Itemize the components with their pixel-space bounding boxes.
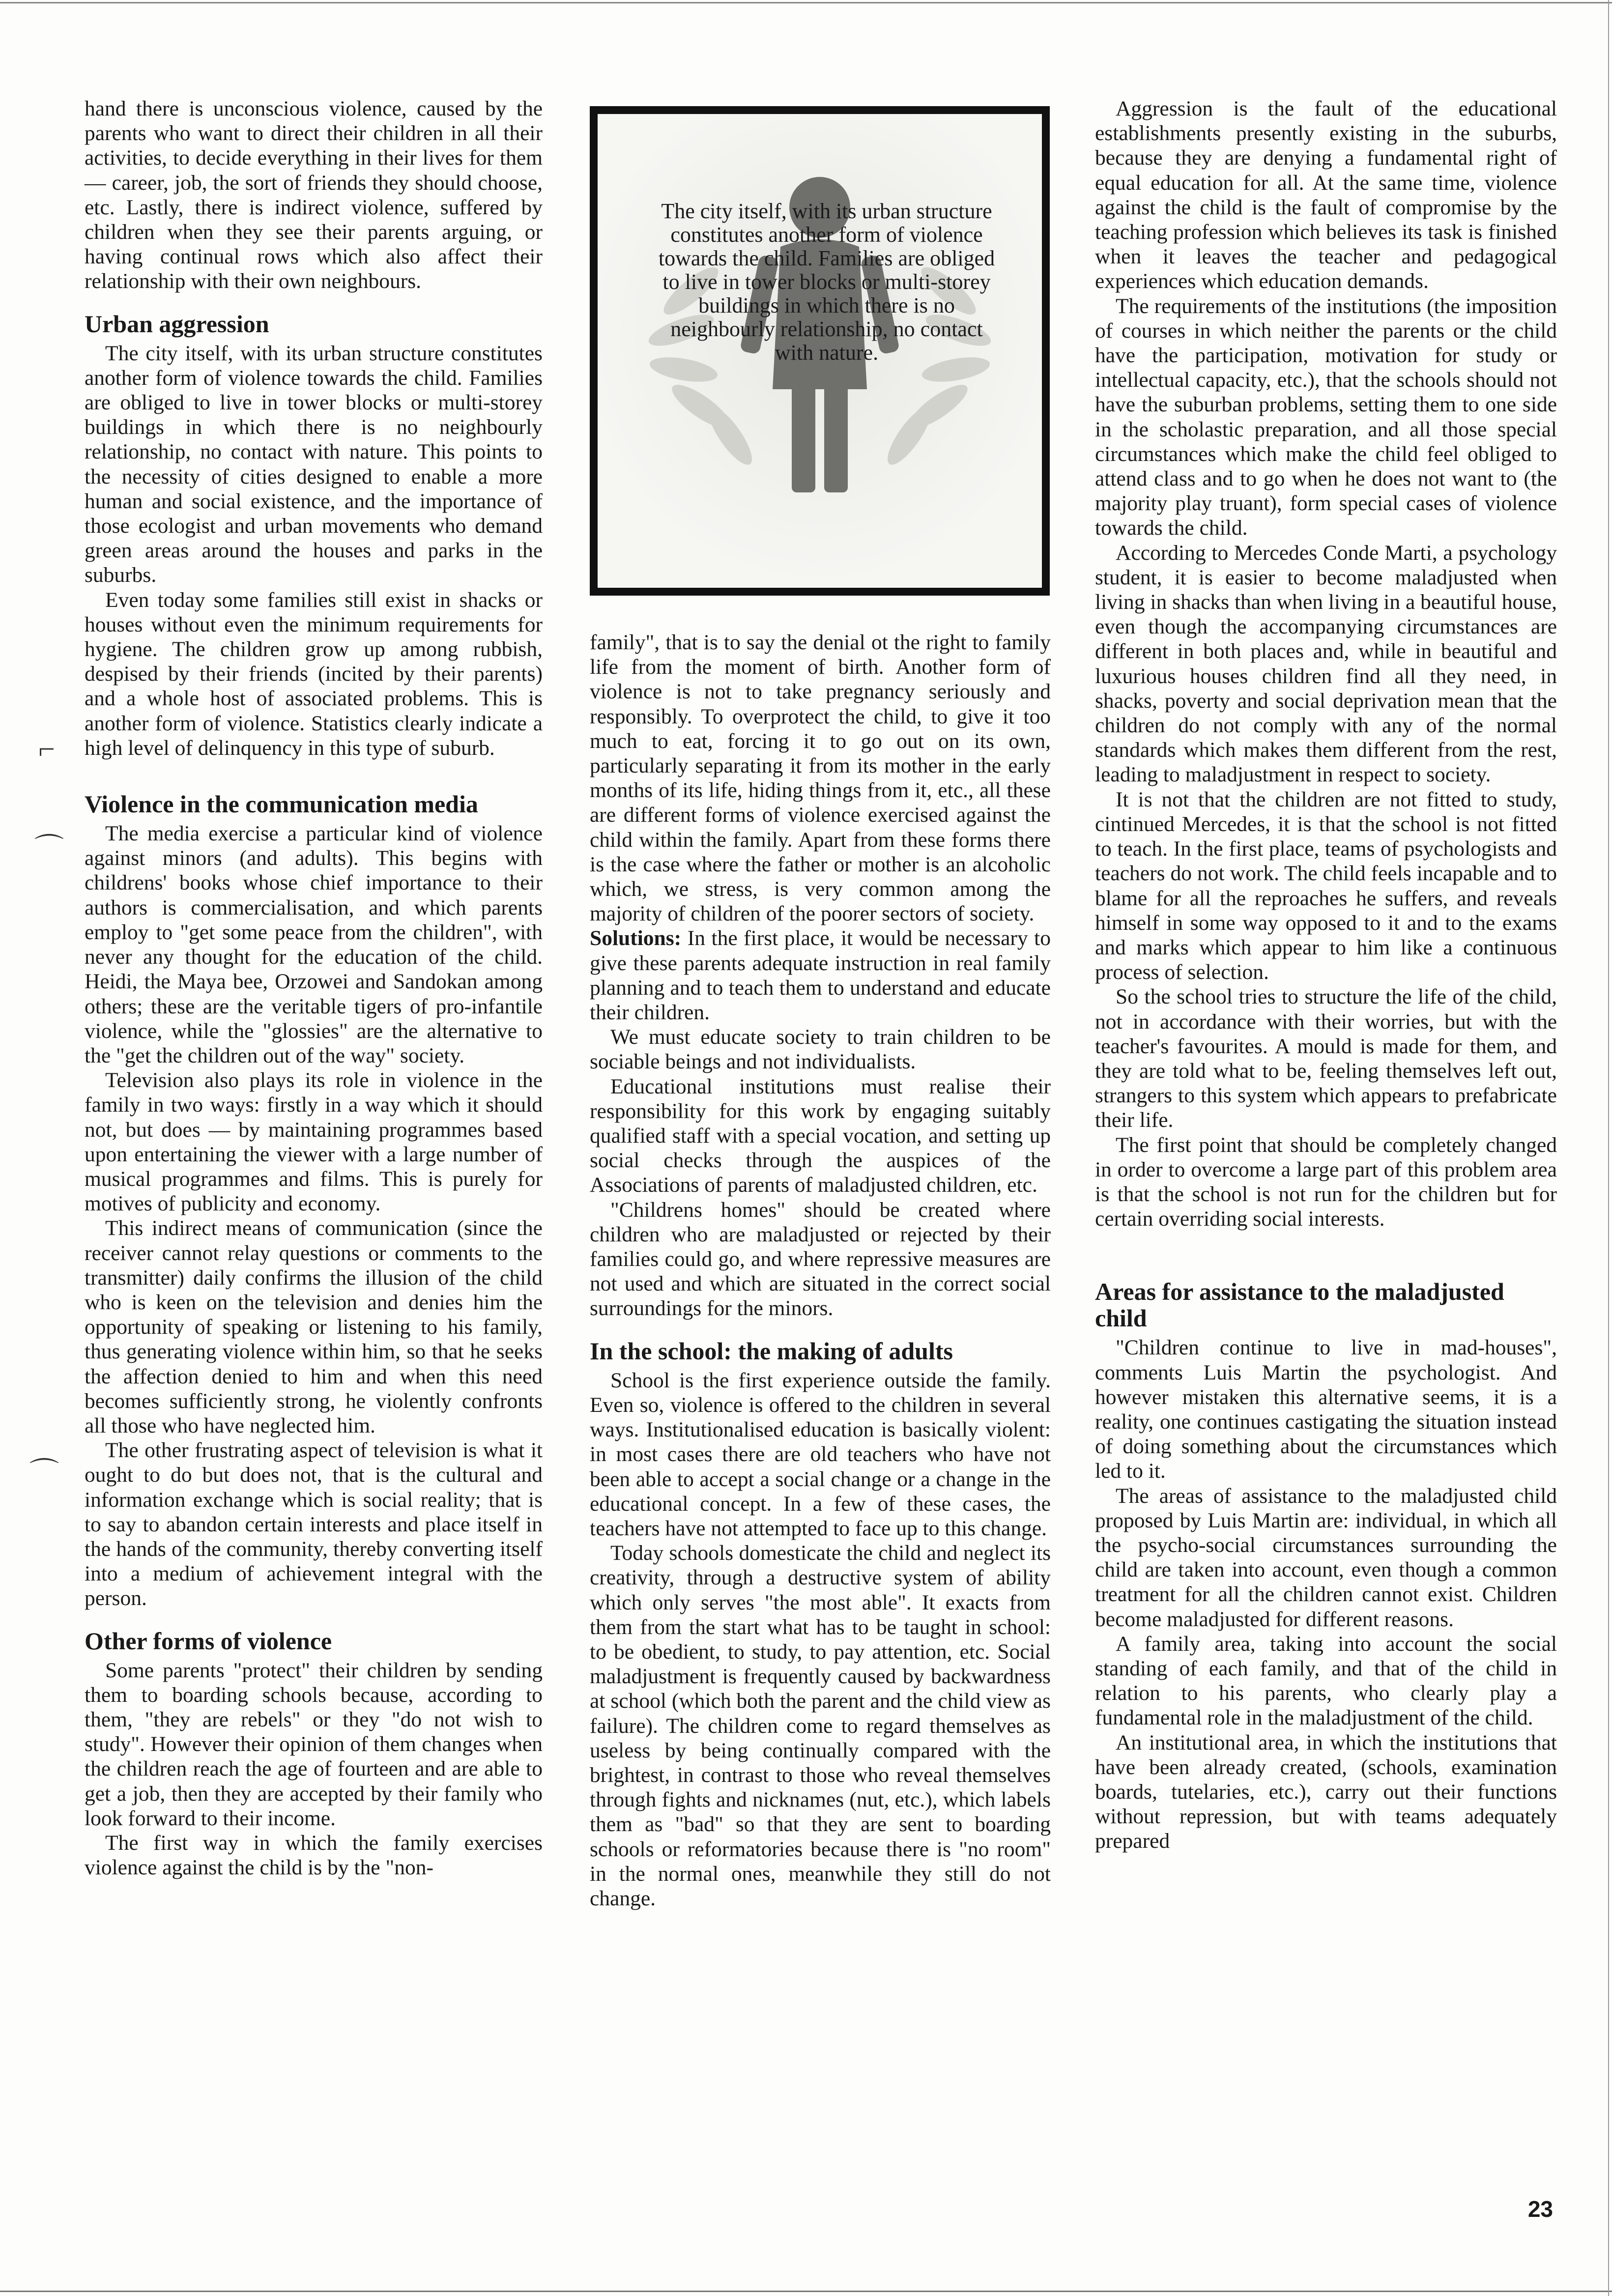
paragraph: Educational institutions must realise their responsibility for this work by engaging suitably qualified staff with a special vocation, and setting up social checks through the auspices of the Associations of parents of maladjusted children, etc. [590, 1074, 1051, 1197]
page-edge-bottom [0, 2291, 1612, 2292]
left-column [85, 96, 543, 1880]
illustration-box [590, 106, 1050, 596]
paragraph: The other frustrating aspect of television is what it ought to do but does not, that is the cultural and information exchange which is social reality; that is to say to abandon certain interests and place itself in the hands of the community, thereby converting itself into a medium of achievement integral with the person. [85, 1438, 543, 1610]
paragraph: Today schools domesticate the child and neglect its creativity, through a destructive system of ability which only serves "the most able". It exacts from them from the start what has to be taught in school: to be obedient, to study, to pay attention, etc. Social maladjustment is frequently caused by backwardness at school (which both the parent and the child view as failure). The children come to regard themselves as useless by being continually compared with the brightest, in contrast to those who reveal themselves through fights and nicknames (nut, etc.), which labels them as "bad" so that they are sent to boarding schools or reformatories because there is "no room" in the normal ones, meanwhile they still do not change. [590, 1541, 1051, 1910]
paragraph: The first point that should be completely changed in order to overcome a large part of this problem area is that the school is not run for the children but for certain overriding social interests. [1095, 1133, 1557, 1231]
paragraph: The media exercise a particular kind of violence against minors (and adults). This begins with childrens' books whose chief importance to their authors is commercialisation, and which parents employ to "get some peace from the children", with never any thought for the education of the child. Heidi, the Maya bee, Orzowei and Sandokan among others; these are the veritable tigers of pro-infantile violence, while the "glossies" are the alternative to the "get the children out of the way" society. [85, 822, 543, 1067]
paragraph: A family area, taking into account the social standing of each family, and that of the child in relation to his parents, who clearly play a fundamental role in the maladjustment of the child. [1095, 1632, 1557, 1730]
paragraph: An institutional area, in which the institutions that have been already created, (schools, examination boards, tutelaries, etc.), carry out their functions without repression, but with teams adequately prepared [1095, 1730, 1557, 1853]
illustration-caption: The city itself, with its urban structure constitutes another form of violence towards the child. Families are obliged to live in tower blocks or multi-storey buildings in which there is no neighbourly relationship, no contact with nature. [658, 199, 995, 365]
page-edge-top [0, 2, 1612, 3]
solutions-label: Solutions: [590, 926, 682, 950]
paragraph: "Children continue to live in mad-houses", comments Luis Martin the psychologist. And however mistaken this alternative seems, it is a reality, one continues castigating the situation instead of doing something about the circumstances which led to it. [1095, 1336, 1557, 1483]
paragraph: family", that is to say the denial ot the right to family life from the moment of birth. Another form of violence is not to take pregnancy seriously and responsibly. To overprotect the child, to give it too much to eat, forcing it to go out on its own, particularly separating it from its mother in the early months of its life, hiding things from it, etc., all these are different forms of violence exercised against the child within the family. Apart from these forms there is the case where the father or mother is an alcoholic which, we stress, is very common among the majority of children of the poorer sectors of society. [590, 631, 1051, 926]
paragraph: Some parents "protect" their children by sending them to boarding schools because, according to them, "they are rebels" or they "do not wish to study". However their opinion of them changes when the children reach the age of fourteen and are able to get a job, then they are accepted by their family who look forward to their income. [85, 1658, 543, 1830]
page-edge-right [1608, 0, 1609, 2296]
paragraph-solutions [590, 926, 1051, 1025]
paragraph: School is the first experience outside the family. Even so, violence is offered to the children in several ways. Institutionalised education is basically violent: in most cases there are old teachers who have not been able to accept a social change or a change in the educational concept. In a few of these cases, the teachers have not attempted to face up to this change. [590, 1368, 1051, 1540]
paragraph: It is not that the children are not fitted to study, cintinued Mercedes, it is that the school is not fitted to teach. In the first place, teams of psychologists and teachers do not work. The child feels incapable and to blame for all the reproaches he suffers, and reveals himself in some way opposed to it and to the exams and marks which appear to him like a continuous process of selection. [1095, 787, 1557, 984]
section-heading-school: In the school: the making of adults [590, 1337, 953, 1365]
middle-column [590, 630, 1051, 1911]
paragraph: We must educate society to train children to be sociable beings and not individualists. [590, 1025, 1051, 1074]
paragraph: Television also plays its role in violence in the family in two ways: firstly in a way which it should not, but does — by maintaining programmes based upon entertaining the viewer with a large number of musical programmes and films. This is purely for motives of publicity and economy. [85, 1068, 543, 1216]
paragraph: The areas of assistance to the maladjusted child proposed by Luis Martin are: individual, in which all the psycho-social circumstances surrounding the child are taken into account, even though a common treatment for all the children cannot exist. Children become maladjusted for different reasons. [1095, 1484, 1557, 1631]
margin-mark: ⌒ [29, 1457, 59, 1490]
section-heading-urban-aggression: Urban aggression [85, 310, 269, 338]
section-heading-other-forms: Other forms of violence [85, 1627, 332, 1655]
margin-mark: ⌒ [34, 833, 64, 865]
margin-mark: ⌐ [38, 733, 55, 765]
paragraph: Even today some families still exist in shacks or houses without even the minimum requirements for hygiene. The children grow up among rubbish, despised by their friends (incited by their parents) and a whole host of associated problems. This is another form of violence. Statistics clearly indicate a high level of delinquency in this type of suburb. [85, 588, 543, 760]
section-heading-communication-media: Violence in the communication media [85, 790, 478, 818]
paragraph: The requirements of the institutions (the imposition of courses in which neither the parents or the child have the participation, motivation for study or intellectual capacity, etc.), that the schools should not have the suburban problems, setting them to one side in the scholastic preparation, and all those special circumstances which make the child feel obliged to attend class and to go when he does not want to (the majority play truant), form special cases of violence towards the child. [1095, 294, 1557, 540]
right-column [1095, 96, 1557, 1854]
paragraph: The city itself, with its urban structure constitutes another form of violence towards the child. Families are obliged to live in tower blocks or multi-storey buildings in which there is no neighbourly relationship, no contact with nature. This points to the necessity of cities designed to enable a more human and social existence, and the importance of those ecologist and urban movements who demand green areas around the houses and parks in the suburbs. [85, 341, 543, 587]
paragraph: Aggression is the fault of the educational establishments presently existing in the suburbs, because they are denying a fundamental right of equal education for all. At the same time, violence against the child is the fault of compromise by the teaching profession which believes its task is finished when it leaves the teacher and pedagogical experiences which education demands. [1095, 97, 1557, 293]
page-number: 23 [1527, 2196, 1553, 2222]
section-heading-areas-assistance: Areas for assistance to the maladjusted child [1095, 1278, 1504, 1332]
paragraph: According to Mercedes Conde Marti, a psychology student, it is easier to become maladjusted when living in shacks than when living in a beautiful house, even though the accompanying circumstances are different in both places and, while in beautiful and luxurious houses children find all they need, in shacks, poverty and social deprivation mean that the children do not comply with any of the normal standards which makes them different from the rest, leading to maladjustment in respect to society. [1095, 541, 1557, 787]
solutions-text: In the first place, it would be necessary to give these parents adequate instruction in real family planning and to teach them to understand and educate their children. [590, 926, 1051, 1025]
paragraph: So the school tries to structure the life of the child, not in accordance with their worries, but with the teacher's favourites. A mould is made for them, and they are told what to be, feeling themselves left out, strangers to this system which appears to prefabricate their life. [1095, 985, 1557, 1132]
paragraph: This indirect means of communication (since the receiver cannot relay questions or comments to the transmitter) daily confirms the illusion of the child who is keen on the television and denies him the opportunity of speaking or listening to his family, thus generating violence within him, so that he seeks the affection denied to him and when this need becomes sufficiently strong, he violently confronts all those who have neglected him. [85, 1216, 543, 1437]
paragraph: hand there is unconscious violence, caused by the parents who want to direct their children in all their activities, to decide everything in their lives for them — career, job, the sort of friends they should choose, etc. Lastly, there is indirect violence, suffered by children when they see their parents arguing, or having continual rows which also affect their relationship with their own neighbours. [85, 97, 543, 293]
paragraph: "Childrens homes" should be created where children who are maladjusted or rejected by their families could go, and where repressive measures are not used and which are situated in the correct social surroundings for the minors. [590, 1198, 1051, 1320]
paragraph: The first way in which the family exercises violence against the child is by the "non- [85, 1831, 543, 1880]
